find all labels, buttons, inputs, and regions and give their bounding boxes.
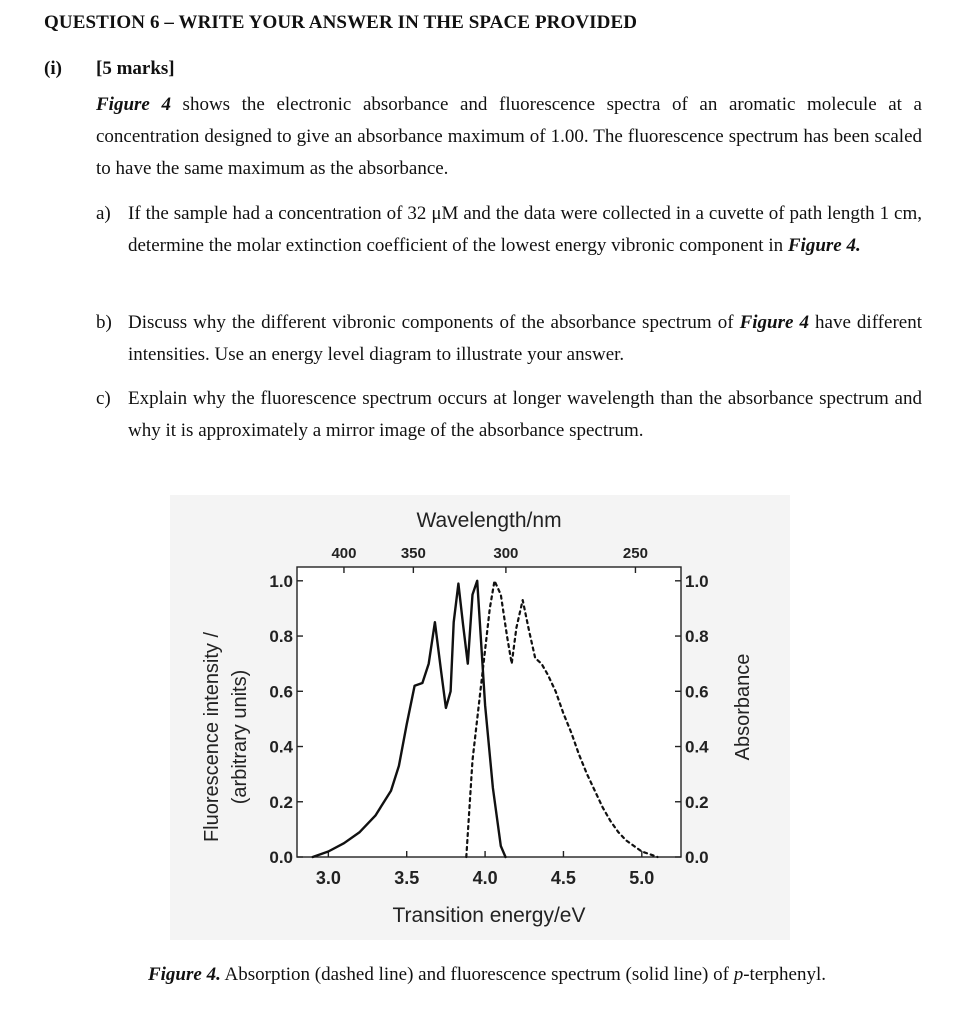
y-left-tick-label-1.0: 1.0 — [269, 571, 293, 591]
question-title: QUESTION 6 – WRITE YOUR ANSWER IN THE SPACE PROVIDED — [44, 12, 638, 33]
x-axis-label: Transition energy/eV — [392, 904, 586, 927]
y-right-tick-label-0.0: 0.0 — [685, 848, 709, 867]
top-axis-label: Wavelength/nm — [416, 509, 562, 532]
top-tick-label-350: 350 — [400, 545, 426, 562]
caption-italic: p — [733, 964, 744, 985]
x-tick-label-4.0: 4.0 — [472, 868, 498, 888]
figure-layer — [170, 495, 790, 940]
y-right-tick-label-0.8: 0.8 — [685, 627, 709, 647]
item-b-text: Discuss why the different vibronic components of the absorbance spectrum of — [128, 312, 740, 333]
item-b-label: b) — [96, 312, 112, 333]
y-left-tick-label-0.8: 0.8 — [269, 627, 293, 647]
caption-text-b: -terphenyl. — [743, 964, 827, 985]
y-right-tick-label-0.6: 0.6 — [685, 682, 709, 702]
y-left-tick-label-0.4: 0.4 — [269, 737, 293, 757]
item-a-label: a) — [96, 203, 111, 224]
x-tick-label-4.5: 4.5 — [550, 868, 576, 888]
y-right-tick-label-1.0: 1.0 — [685, 571, 709, 591]
item-a-text: If the sample had a concentration of 32 μM and the data were collected in a cuvette of path length 1 cm, determine the molar extinction coefficient of the lowest energy vibronic component in — [128, 203, 922, 256]
marks-label: [5 marks] — [96, 58, 175, 79]
x-tick-label-5.0: 5.0 — [629, 868, 655, 888]
y-right-tick-label-0.4: 0.4 — [685, 737, 709, 757]
item-b-tail: have different intensities. Use an energy level diagram to illustrate your answer. — [128, 312, 922, 365]
item-a-figure-ref: Figure 4. — [787, 235, 861, 256]
figure-caption — [0, 964, 974, 986]
top-tick-label-250: 250 — [622, 545, 648, 562]
part-label: (i) — [44, 58, 62, 79]
y-left-axis-label-line1: Fluorescence intensity / — [201, 631, 223, 843]
y-right-axis-label: Absorbance — [732, 653, 754, 761]
y-right-tick-label-0.2: 0.2 — [685, 792, 709, 812]
y-left-tick-label-0.2: 0.2 — [269, 792, 293, 812]
caption-figure-ref: Figure 4. — [147, 964, 221, 985]
intro-figure-ref: Figure 4 — [96, 94, 171, 115]
x-tick-label-3.0: 3.0 — [315, 868, 341, 888]
item-b-figure-ref: Figure 4 — [739, 312, 809, 333]
y-left-tick-label-0.0: 0.0 — [269, 848, 293, 867]
x-tick-label-3.5: 3.5 — [394, 868, 420, 888]
y-left-axis-label-line2: (arbitrary units) — [229, 669, 251, 805]
item-c-label: c) — [96, 388, 111, 409]
y-left-tick-label-0.6: 0.6 — [269, 682, 293, 702]
top-tick-label-300: 300 — [493, 545, 519, 562]
intro-text: shows the electronic absorbance and fluorescence spectra of an aromatic molecule at a concentration designed to give an absorbance maximum of 1.00. The fluorescence spectrum has been scaled to have the same maximum as the absorbance. — [96, 94, 922, 179]
top-tick-label-400: 400 — [331, 545, 357, 562]
item-c-text: Explain why the fluorescence spectrum occurs at longer wavelength than the absorbance spectrum and why it is approximately a mirror image of the absorbance spectrum. — [128, 388, 922, 441]
caption-text-a: Absorption (dashed line) and fluorescence spectrum (solid line) of — [220, 964, 734, 985]
